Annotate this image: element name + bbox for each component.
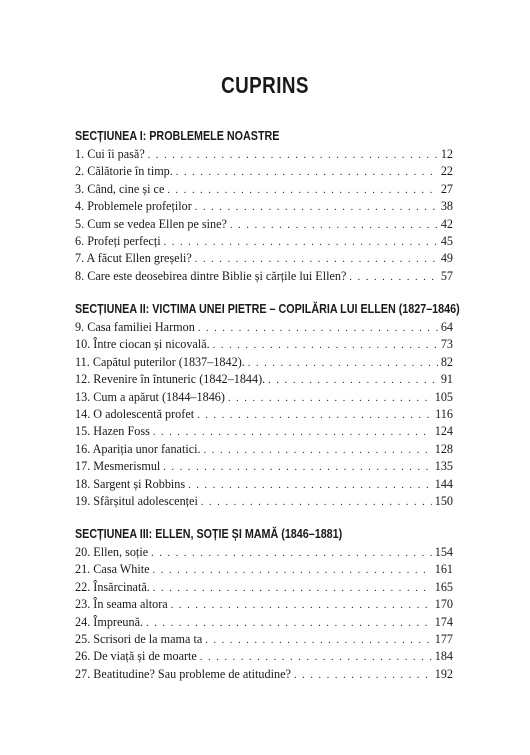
toc-entries [75, 544, 453, 683]
dot-leader [197, 406, 432, 424]
toc-entry-title: 6. Profeți perfecți [75, 233, 161, 248]
toc-entry-page-number: 174 [434, 614, 453, 629]
toc-entry-page-number: 38 [440, 199, 453, 214]
dot-leader [201, 493, 432, 511]
toc-entry [75, 216, 453, 233]
toc-entry-page-number: 154 [434, 545, 453, 559]
toc-entry-page-number: 128 [434, 441, 453, 456]
toc-entries [75, 146, 453, 285]
toc-entry-page-number: 192 [434, 666, 453, 681]
toc-entry [75, 389, 453, 406]
toc-entry-title: 5. Cum se vedea Ellen pe sine? [75, 216, 227, 231]
toc-entry [75, 561, 453, 578]
toc-entry-page-number: 177 [434, 631, 453, 646]
dot-leader [200, 648, 432, 666]
toc-entry [75, 476, 453, 493]
dot-leader [164, 233, 438, 251]
toc-entry [75, 319, 453, 336]
dot-leader [349, 268, 437, 286]
section-heading: SECȚIUNEA II: VICTIMA UNEI PIETRE – COPILĂRIA LUI ELLEN (1827–1846) [75, 302, 460, 316]
dot-leader [163, 458, 431, 476]
toc-entry-page-number: 105 [434, 389, 453, 404]
toc-entry [75, 423, 453, 440]
toc-entry [75, 371, 453, 388]
dot-leader [198, 319, 438, 337]
toc-entry-title: 10. Între ciocan și nicovală. [75, 337, 210, 352]
toc-entry-page-number: 42 [440, 216, 453, 231]
dot-leader [151, 544, 432, 562]
toc-entry [75, 666, 453, 683]
toc-entry-title: 1. Cui îi pasă? [75, 147, 145, 161]
toc-entry [75, 268, 453, 285]
toc-entry-title: 12. Revenire în întuneric (1842–1844). [75, 372, 266, 387]
toc-entry-title: 11. Capătul puterilor (1837–1842). [75, 354, 245, 369]
dot-leader [188, 476, 432, 494]
dot-leader [167, 181, 437, 199]
toc-entry [75, 493, 453, 510]
section-heading: SECȚIUNEA III: ELLEN, SOȚIE ȘI MAMĂ (1846–1881) [75, 527, 343, 541]
toc-entry [75, 233, 453, 250]
dot-leader [195, 250, 438, 268]
toc-entry-page-number: 57 [440, 268, 453, 283]
toc-entry-page-number: 135 [434, 459, 453, 474]
toc-entry [75, 354, 453, 371]
toc-entry-title: 13. Cum a apărut (1844–1846) [75, 389, 225, 404]
toc-entry [75, 596, 453, 613]
dot-leader [248, 354, 438, 372]
toc-entry [75, 406, 453, 423]
toc-entry [75, 614, 453, 631]
toc-entry [75, 544, 453, 561]
page-title: CUPRINS [221, 72, 309, 98]
section-heading: SECȚIUNEA I: PROBLEMELE NOASTRE [75, 129, 280, 143]
toc-entry-title: 23. În seama altora [75, 597, 168, 612]
toc-entry [75, 458, 453, 475]
toc-entry-title: 20. Ellen, soție [75, 545, 149, 559]
toc-entry-title: 15. Hazen Foss [75, 424, 150, 439]
toc-entry-page-number: 73 [440, 337, 453, 352]
toc-entry-page-number: 161 [434, 562, 453, 577]
toc-entry [75, 336, 453, 353]
toc-entry [75, 579, 453, 596]
toc-entry-title: 8. Care este deosebirea dintre Biblie și cărțile lui Ellen? [75, 268, 347, 283]
toc-entry-page-number: 45 [440, 233, 453, 248]
toc-entry-title: 22. Însărcinată. [75, 579, 150, 594]
toc-entry-page-number: 64 [440, 320, 453, 334]
toc-entry-title: 27. Beatitudine? Sau probleme de atitudine? [75, 666, 291, 681]
toc-entry-page-number: 91 [440, 372, 453, 387]
toc-entry [75, 198, 453, 215]
dot-leader [213, 336, 438, 354]
toc-entry [75, 648, 453, 665]
toc-entry-title: 19. Sfârșitul adolescenței [75, 493, 198, 508]
toc-entry-page-number: 22 [440, 164, 453, 179]
toc-entry-page-number: 116 [435, 406, 453, 421]
toc-section-1 [75, 126, 453, 285]
toc-entry-title: 9. Casa familiei Harmon [75, 320, 195, 334]
toc-entry-page-number: 49 [440, 251, 453, 266]
dot-leader [153, 579, 432, 597]
toc-entry-page-number: 124 [434, 424, 453, 439]
toc-entry-title: 24. Împreună. [75, 614, 144, 629]
toc-entry-title: 7. A făcut Ellen greșeli? [75, 251, 192, 266]
toc-entry-page-number: 170 [434, 597, 453, 612]
dot-leader [148, 146, 438, 164]
toc-entry-title: 17. Mesmerismul [75, 459, 161, 474]
toc-entry-title: 26. De viață și de moarte [75, 649, 197, 664]
toc-entry-title: 16. Apariția unor fanatici. [75, 441, 201, 456]
toc-entry-page-number: 82 [440, 354, 453, 369]
dot-leader [153, 561, 432, 579]
toc-entry-page-number: 27 [440, 181, 453, 196]
toc-entry-title: 3. Când, cine și ce [75, 181, 165, 196]
dot-leader [294, 666, 432, 684]
toc-entry-title: 4. Problemele profeților [75, 199, 192, 214]
toc-section-2 [75, 299, 460, 510]
toc-entry-page-number: 184 [434, 649, 453, 664]
toc-entry-page-number: 144 [434, 476, 453, 491]
toc-entry-page-number: 150 [434, 493, 453, 508]
toc-entry [75, 181, 453, 198]
toc-entry-title: 25. Scrisori de la mama ta [75, 631, 203, 646]
toc-entry [75, 631, 453, 648]
toc-entry [75, 146, 453, 163]
toc-entry-title: 21. Casa White [75, 562, 150, 577]
dot-leader [205, 631, 431, 649]
toc-entry-page-number: 165 [434, 579, 453, 594]
dot-leader [171, 596, 432, 614]
dot-leader [153, 423, 432, 441]
toc-entry-title: 2. Călătorie în timp. [75, 164, 173, 179]
dot-leader [204, 441, 432, 459]
toc-entry [75, 441, 453, 458]
dot-leader [268, 371, 438, 389]
toc-entries [75, 319, 453, 510]
toc-entry-title: 14. O adolescentă profet [75, 406, 195, 421]
toc-entry-page-number: 12 [440, 147, 453, 161]
toc-section-3 [75, 524, 453, 683]
dot-leader [195, 198, 438, 216]
dot-leader [230, 216, 438, 234]
toc-entry [75, 163, 453, 180]
dot-leader [176, 163, 438, 181]
toc-entry-title: 18. Sargent și Robbins [75, 476, 186, 491]
dot-leader [146, 614, 432, 632]
toc-entry [75, 250, 453, 267]
dot-leader [228, 389, 432, 407]
